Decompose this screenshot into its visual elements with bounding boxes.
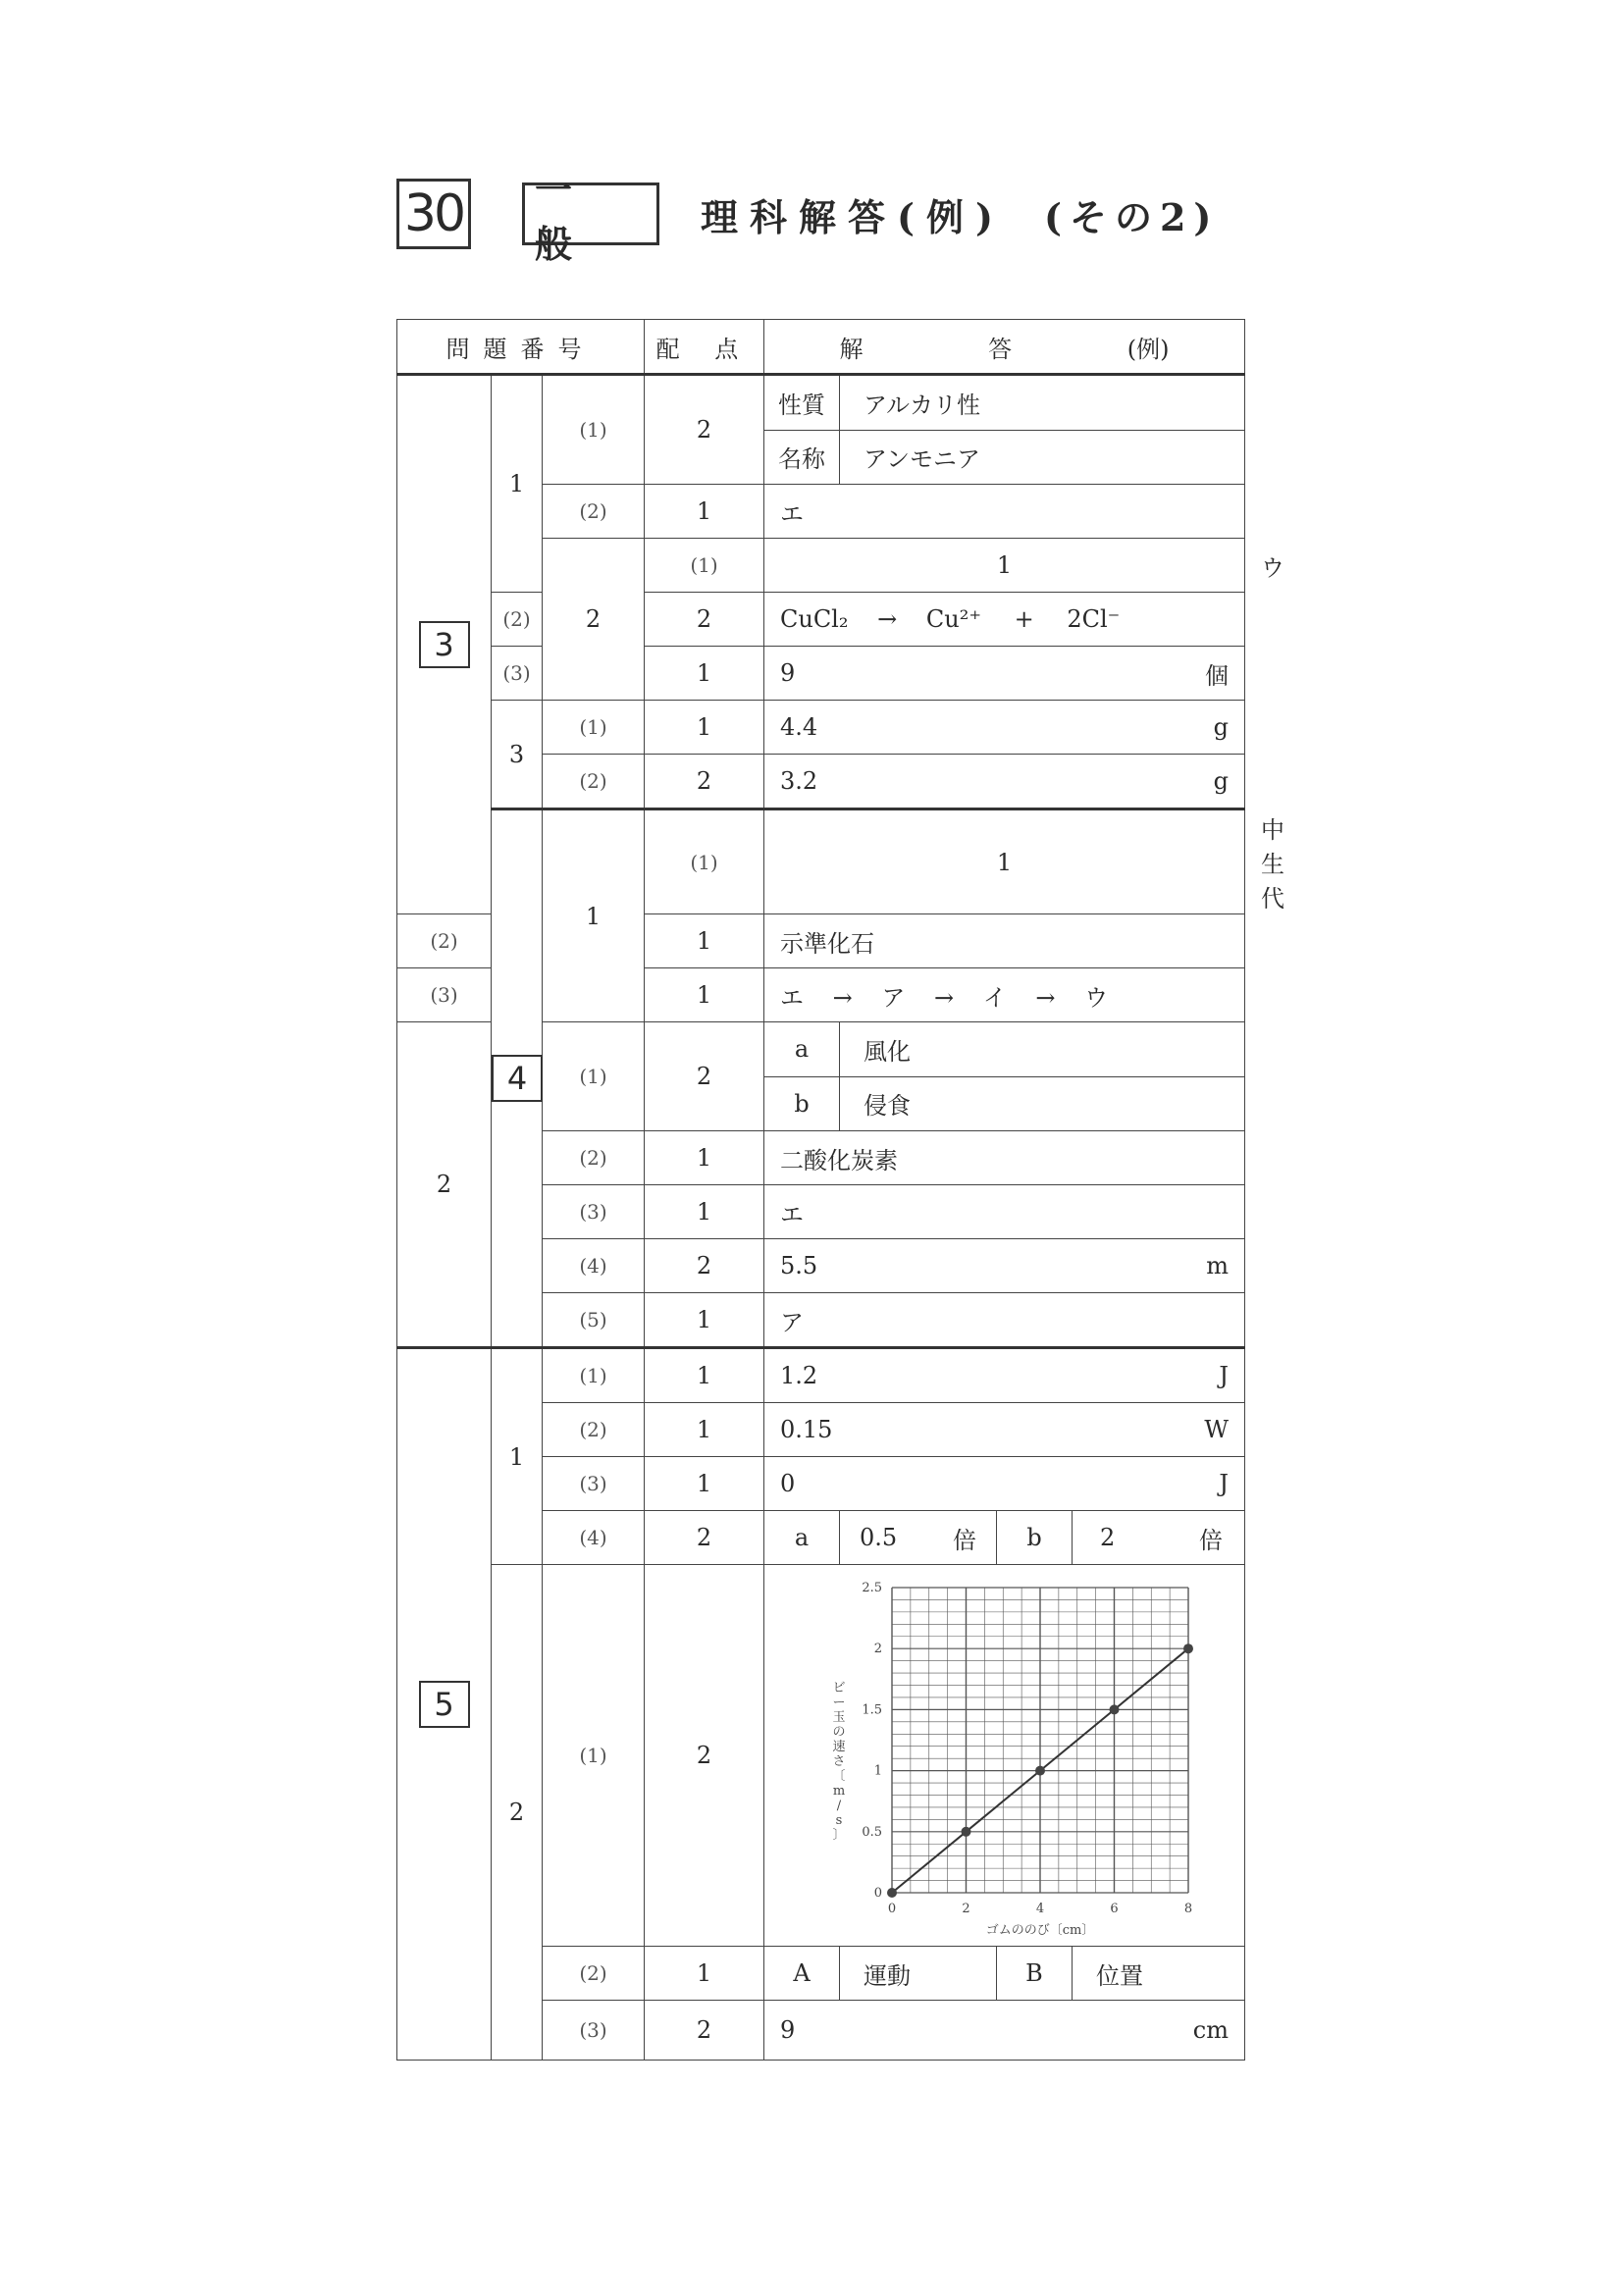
speed-graph [764, 1566, 1243, 1945]
y-tick-label: 1.5 [862, 1702, 882, 1718]
table-row: 2 (1) 1 ウ [397, 539, 1245, 593]
q3-1-2-ans: エ [764, 485, 1245, 539]
table-header-row [397, 320, 1245, 375]
table-row [397, 593, 1245, 647]
q5-1-4-a-cell [839, 1511, 996, 1564]
q5-1-2-sub: (2) [543, 1403, 645, 1457]
y-axis-label-char: の [832, 1725, 846, 1740]
q5-1-4-vb: 2 [1100, 1524, 1116, 1551]
q4-2-5-ans: ア [764, 1293, 1245, 1348]
q5-1-3-pts: 1 [645, 1457, 764, 1511]
q4-2-2-pts: 1 [645, 1131, 764, 1185]
q4-1-3-arrow1: → [832, 983, 853, 1012]
q5-1-1-sub: (1) [543, 1348, 645, 1403]
q4-1-3-s2: ア [881, 983, 906, 1012]
q3-3-2-answer [764, 755, 1245, 809]
x-tick-label: 2 [962, 1902, 970, 1916]
q5-1-2-ans: 0.15 [780, 1416, 833, 1443]
q3-1-2-pts: 1 [645, 485, 764, 539]
table-row [397, 375, 1245, 485]
table-row [397, 1348, 1245, 1403]
q4-2-num: 2 [397, 1022, 492, 1348]
table-row [397, 1565, 1245, 1947]
y-axis-label-char: 玉 [832, 1710, 846, 1725]
q4-2-4-unit: m [1206, 1252, 1229, 1279]
q4-2-2-ans: 二酸化炭素 [764, 1131, 1245, 1185]
q5-2-2-va: 運動 [839, 1947, 996, 2000]
y-tick-label: 0 [873, 1886, 882, 1901]
q5-2-2-la: A [793, 1959, 811, 1987]
q3-1-1-sub: (1) [543, 375, 645, 485]
q4-2-4-answer [764, 1239, 1245, 1293]
y-tick-label: 2.5 [862, 1581, 882, 1595]
x-axis-label: ゴムののび〔cm〕 [985, 1923, 1095, 1938]
q4-1-3-pts: 1 [645, 968, 764, 1022]
q5-1-4-b-cell [1072, 1511, 1244, 1564]
q5-1-num: 1 [492, 1348, 543, 1565]
x-tick-label: 4 [1035, 1902, 1045, 1916]
q4-2-5-pts: 1 [645, 1293, 764, 1348]
x-tick-label: 6 [1110, 1902, 1119, 1916]
q3-1-2-sub: (2) [543, 485, 645, 539]
q5-2-1-graph-cell [764, 1565, 1245, 1947]
q4-1-3-s4: ウ [1084, 983, 1109, 1012]
q3-3-1-sub: (1) [543, 701, 645, 755]
graph-ticks [862, 1581, 1192, 1916]
q3-3-2-unit: g [1213, 767, 1229, 795]
q5-1-4-answer [764, 1511, 1245, 1565]
q5-2-2-sub: (2) [543, 1947, 645, 2001]
section-3-label: 3 [419, 621, 470, 668]
y-axis-label-char: s [835, 1813, 843, 1828]
q4-2-4-sub: (4) [543, 1239, 645, 1293]
exam-number: 30 [396, 179, 471, 249]
section-5-label: 5 [419, 1681, 470, 1728]
q4-2-3-ans: エ [764, 1185, 1245, 1239]
q3-3-1-answer [764, 701, 1245, 755]
q3-3-num: 3 [492, 701, 543, 809]
y-tick-label: 1 [873, 1763, 882, 1779]
q4-2-5-sub: (5) [543, 1293, 645, 1348]
q5-1-3-ans: 0 [780, 1470, 796, 1497]
q3-1-1-pts: 2 [645, 375, 764, 485]
graph-grid [892, 1588, 1188, 1893]
q3-3-1-pts: 1 [645, 701, 764, 755]
y-tick-label: 2 [873, 1642, 882, 1657]
q3-1-1-label2: 名称 [764, 431, 840, 485]
q4-1-3-arrow3: → [1035, 983, 1056, 1012]
q4-1-3-answer [764, 968, 1245, 1022]
q5-1-4-lb: b [996, 1511, 1072, 1564]
q4-1-3-s1: エ [780, 983, 804, 1012]
page-header [396, 168, 1220, 266]
section-5-cell [397, 1348, 492, 2061]
q3-2-2-a3: 2Cl⁻ [1067, 605, 1121, 633]
q4-1-1-pts: 1 [764, 809, 1245, 914]
q4-2-1-ans1: 風化 [864, 1037, 911, 1066]
y-axis-label-char: 〕 [832, 1828, 846, 1843]
q3-1-1-label1: 性質 [764, 376, 840, 430]
q3-2-2-plus: + [1014, 605, 1034, 633]
q5-1-4-pts: 2 [645, 1511, 764, 1565]
q3-2-1-pts: 1 [764, 539, 1245, 593]
q4-2-1-label2: b [764, 1077, 840, 1131]
header-example: (例) [1126, 335, 1170, 363]
section-3-cell [397, 375, 492, 914]
section-4-label: 4 [492, 1055, 543, 1102]
q5-2-num: 2 [492, 1565, 543, 2061]
q4-1-3-sub: (3) [397, 968, 492, 1022]
q3-2-3-unit: 個 [1205, 661, 1229, 690]
q5-1-4-va: 0.5 [860, 1524, 898, 1551]
q3-3-2-sub: (2) [543, 755, 645, 809]
exam-type: 一 般 [522, 183, 659, 245]
y-axis-label-char: ビ [832, 1681, 846, 1696]
q5-2-2-answer [764, 1947, 1245, 2001]
data-point [1183, 1644, 1193, 1653]
q4-2-4-ans: 5.5 [780, 1252, 818, 1279]
q5-2-2-pts: 1 [645, 1947, 764, 2001]
page-title: 理科解答(例) [701, 194, 1005, 239]
q3-2-1-sub: (1) [645, 539, 764, 593]
y-axis-label-char: さ [832, 1754, 846, 1769]
header-answer-cell [764, 320, 1245, 375]
q3-2-3-sub: (3) [492, 647, 543, 701]
y-axis-label-char: m [832, 1784, 846, 1799]
q5-1-4-ua: 倍 [953, 1526, 976, 1554]
q5-1-1-answer [764, 1348, 1245, 1403]
q5-1-1-unit: J [1219, 1362, 1229, 1389]
x-tick-label: 8 [1183, 1902, 1193, 1916]
q4-1-2-sub: (2) [397, 914, 492, 968]
q4-2-3-sub: (3) [543, 1185, 645, 1239]
y-tick-label: 0.5 [862, 1824, 882, 1840]
q4-2-4-pts: 2 [645, 1239, 764, 1293]
q5-2-1-pts: 2 [645, 1565, 764, 1947]
q3-2-num: 2 [543, 539, 645, 701]
y-axis-label-char: / [836, 1799, 842, 1813]
q4-2-2-sub: (2) [543, 1131, 645, 1185]
header-points: 配 点 [645, 320, 764, 375]
answer-table [396, 319, 1284, 2061]
data-point [962, 1827, 971, 1837]
q4-1-2-pts: 1 [645, 914, 764, 968]
q4-2-1-answer [764, 1022, 1245, 1131]
q5-1-4-sub: (4) [543, 1511, 645, 1565]
q3-3-1-ans: 4.4 [780, 713, 818, 741]
q3-1-1-ans1: アルカリ性 [864, 391, 981, 419]
page-subtitle: (その2) [1043, 194, 1220, 239]
q5-2-3-ans: 9 [780, 2016, 796, 2044]
y-axis-label [832, 1681, 845, 1843]
table-row [397, 701, 1245, 755]
q5-2-3-answer [764, 2001, 1245, 2061]
q3-2-3-pts: 1 [645, 647, 764, 701]
q3-2-2-pts: 2 [645, 593, 764, 647]
y-axis-label-char: 〔 [832, 1769, 846, 1784]
q5-1-2-answer [764, 1403, 1245, 1457]
q3-3-2-pts: 2 [645, 755, 764, 809]
q5-1-3-answer [764, 1457, 1245, 1511]
q5-2-2-lb: B [996, 1947, 1072, 2000]
q4-1-3-arrow2: → [934, 983, 955, 1012]
q3-2-2-a1: CuCl₂ [780, 605, 849, 633]
q3-3-2-ans: 3.2 [780, 767, 818, 795]
q3-2-2-sub: (2) [492, 593, 543, 647]
q5-1-1-ans: 1.2 [780, 1362, 818, 1389]
q4-1-2-ans: 示準化石 [764, 914, 1245, 968]
data-point [1035, 1766, 1045, 1776]
header-question-no: 問題番号 [397, 320, 645, 375]
q3-1-1-answer [764, 375, 1245, 485]
table-row: 4 1 (1) 1 中生代 [397, 809, 1245, 914]
q3-2-2-arrow: → [877, 605, 898, 633]
q3-2-3-ans: 9 [780, 659, 796, 687]
q5-2-3-unit: cm [1192, 2016, 1229, 2044]
q4-1-3-s3: イ [982, 983, 1007, 1012]
q5-1-4-ub: 倍 [1199, 1526, 1223, 1554]
q5-1-3-unit: J [1219, 1470, 1229, 1497]
x-tick-label: 0 [887, 1902, 897, 1916]
q5-2-3-pts: 2 [645, 2001, 764, 2061]
q5-1-4-la: a [794, 1524, 810, 1551]
q4-1-num: 1 [543, 809, 645, 1022]
q5-2-3-sub: (3) [543, 2001, 645, 2061]
data-point [887, 1888, 897, 1898]
q5-1-3-sub: (3) [543, 1457, 645, 1511]
q4-1-1-sub: (1) [645, 809, 764, 914]
q5-1-2-pts: 1 [645, 1403, 764, 1457]
q3-1-num: 1 [492, 375, 543, 593]
y-axis-label-char: ー [832, 1696, 846, 1710]
header-answer: 解 答 [839, 335, 1072, 363]
data-point [1110, 1704, 1120, 1714]
y-axis-label-char: 速 [832, 1740, 846, 1754]
section-4-cell [492, 809, 543, 1348]
q4-2-1-sub: (1) [543, 1022, 645, 1131]
table-row [397, 647, 1245, 701]
q5-1-1-pts: 1 [645, 1348, 764, 1403]
q4-2-3-pts: 1 [645, 1185, 764, 1239]
q4-2-1-ans2: 侵食 [864, 1092, 911, 1121]
q3-2-2-a2: Cu²⁺ [925, 605, 981, 633]
q5-1-2-unit: W [1204, 1416, 1229, 1443]
q5-2-1-sub: (1) [543, 1565, 645, 1947]
q3-3-1-unit: g [1213, 713, 1229, 741]
q4-2-1-pts: 2 [645, 1022, 764, 1131]
q3-1-1-ans2: アンモニア [864, 445, 981, 474]
q3-2-3-answer [764, 647, 1245, 701]
q5-2-2-vb: 位置 [1072, 1947, 1244, 2000]
q3-2-2-answer [764, 593, 1245, 647]
q4-2-1-label1: a [764, 1022, 840, 1076]
